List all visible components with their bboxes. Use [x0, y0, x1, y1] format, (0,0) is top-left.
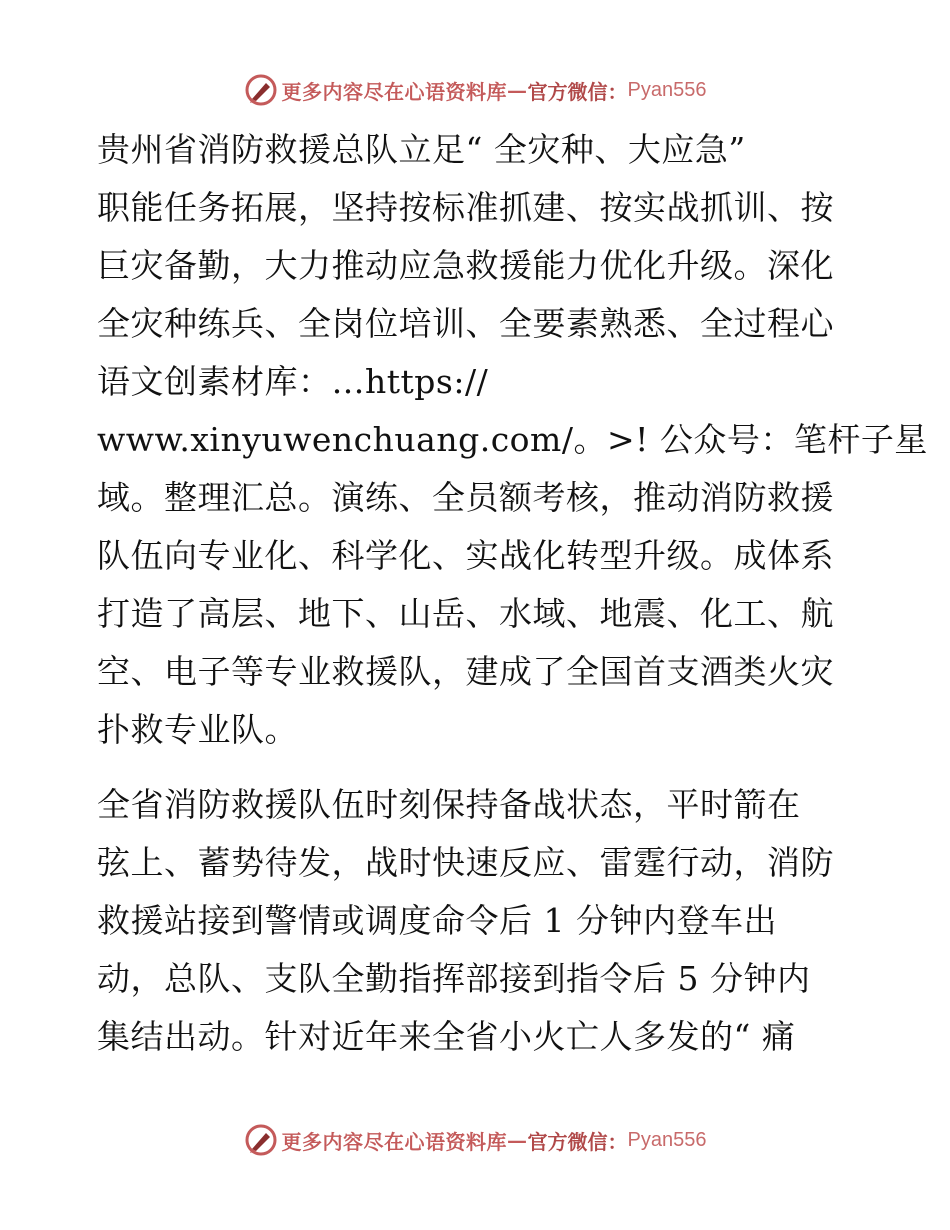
watermark-dash: —	[507, 1128, 528, 1152]
text-line: 贵州省消防救援总队立足“ 全灾种、大应急”	[97, 130, 746, 169]
watermark-dash: —	[507, 78, 528, 102]
text-line: 弦上、蓄势待发，战时快速反应、雷霆行动，消防	[97, 843, 834, 882]
text-line: 队伍向专业化、科学化、实战化转型升级。成体系	[97, 536, 834, 575]
text-line: 职能任务拓展，坚持按标准抓建、按实战抓训、按	[97, 188, 834, 227]
text-line: 域。整理汇总。演练、全员额考核，推动消防救援	[97, 478, 834, 517]
watermark-label: 官方微信：	[527, 1129, 628, 1154]
text-line: 动，总队、支队全勤指挥部接到指令后 5 分钟内	[97, 959, 811, 998]
pen-logo-icon	[244, 73, 278, 107]
text-line: 扑救专业队。	[97, 710, 298, 749]
header-watermark	[0, 70, 950, 110]
text-line: 全灾种练兵、全岗位培训、全要素熟悉、全过程心	[97, 304, 834, 343]
pen-logo-icon	[244, 1123, 278, 1157]
text-line: 救援站接到警情或调度命令后 1 分钟内登车出	[97, 901, 777, 940]
text-line: 全省消防救援队伍时刻保持备战状态，平时箭在	[97, 785, 801, 824]
text-line: 空、电子等专业救援队，建成了全国首支酒类火灾	[97, 652, 834, 691]
text-line: 集结出动。针对近年来全省小火亡人多发的“ 痛	[97, 1017, 796, 1056]
footer-watermark	[0, 1120, 950, 1160]
watermark-id: Pyan556	[627, 78, 707, 101]
text-line: 巨灾备勤，大力推动应急救援能力优化升级。深化	[97, 246, 834, 285]
watermark-text: 更多内容尽在心语资料库	[281, 1129, 508, 1154]
text-line: 打造了高层、地下、山岳、水域、地震、化工、航	[97, 594, 834, 633]
watermark-label: 官方微信：	[527, 79, 628, 104]
text-line: www.xinyuwenchuang.com/。>! 公众号：笔杆子星	[97, 420, 928, 459]
text-line: 语文创素材库：…https://	[97, 362, 489, 401]
watermark-text: 更多内容尽在心语资料库	[281, 79, 508, 104]
watermark-id: Pyan556	[627, 1128, 707, 1151]
